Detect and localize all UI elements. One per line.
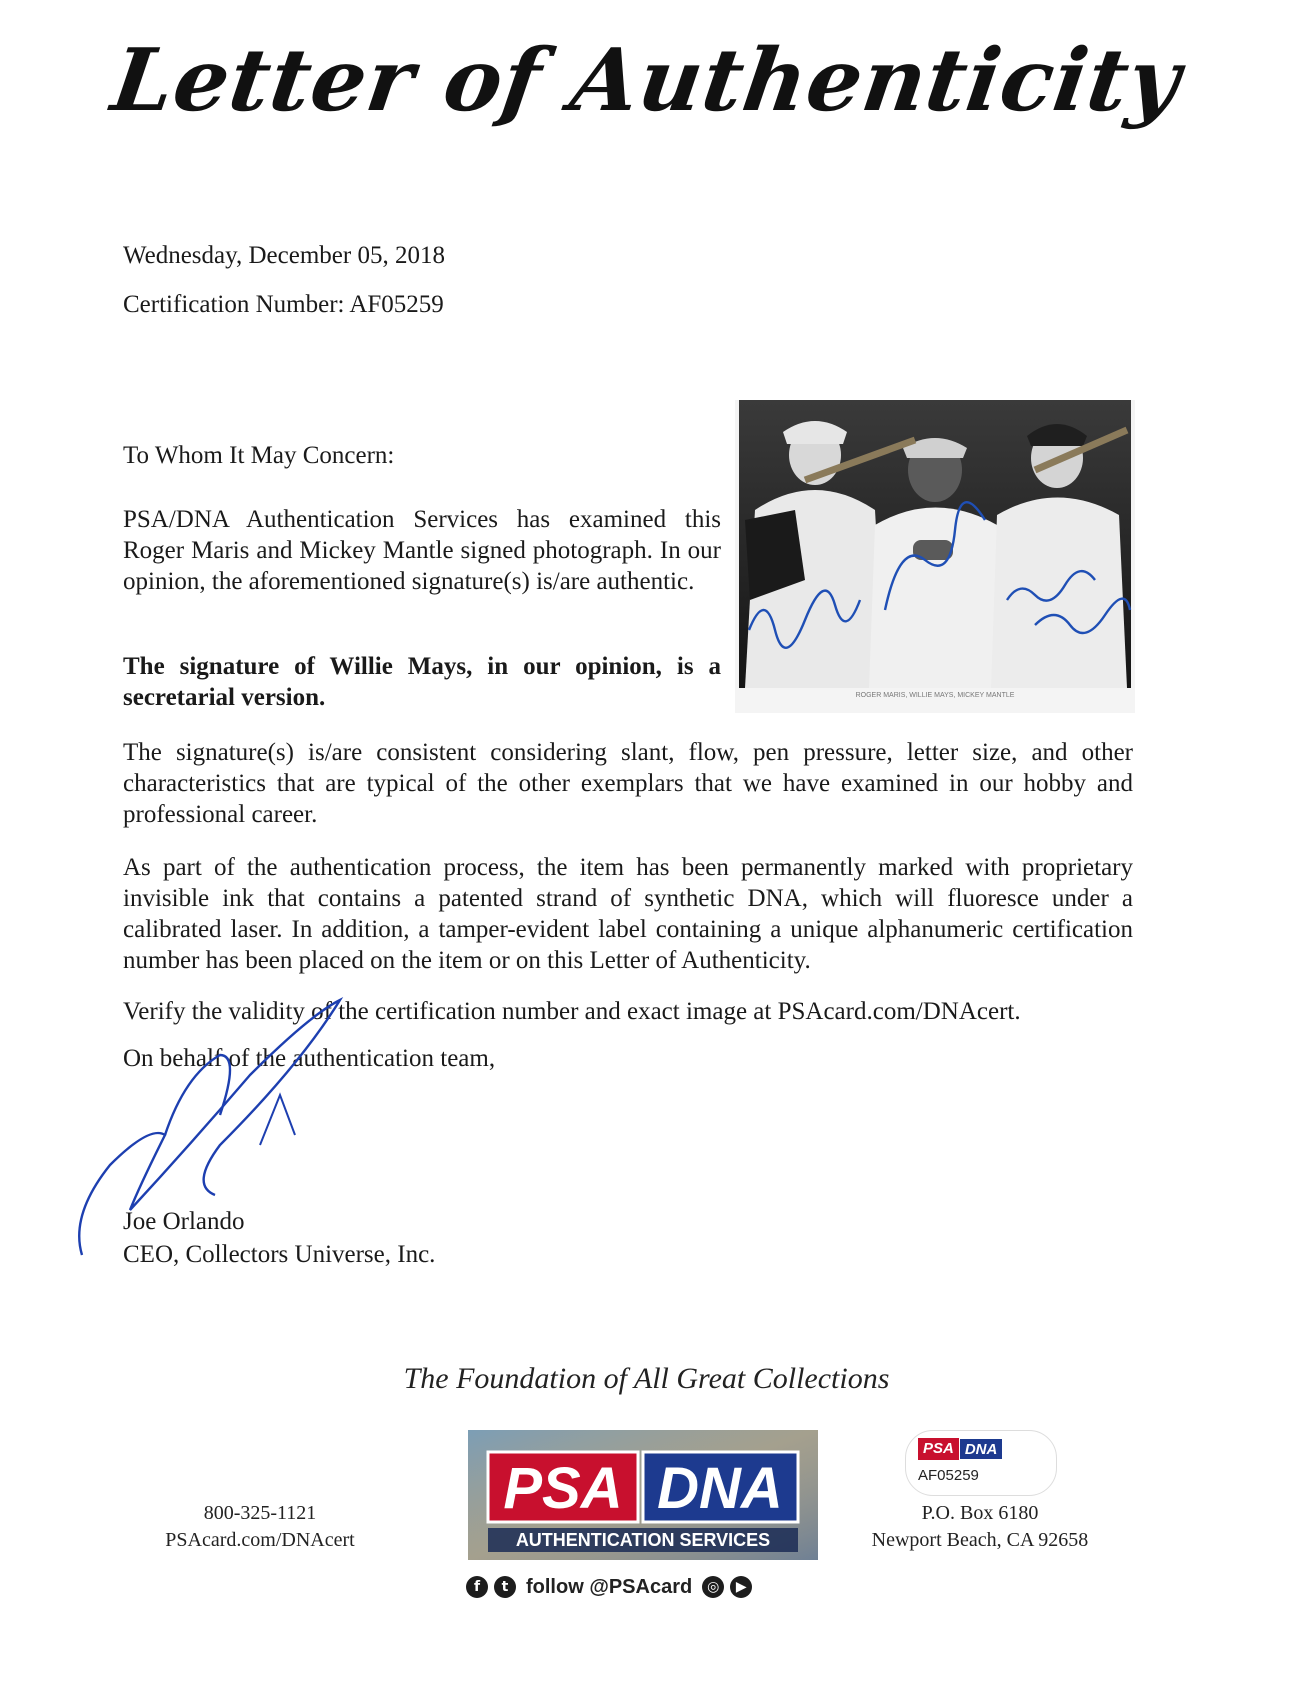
verify-line: Verify the validity of the certification number and exact image at PSAcard.com/DNAcert. [123,998,1021,1025]
certification-number: Certification Number: AF05259 [123,291,444,318]
logo-services-text: AUTHENTICATION SERVICES [515,1530,771,1550]
label-number: AF05259 [918,1467,979,1484]
salutation: To Whom It May Concern: [123,442,395,469]
signer-title: CEO, Collectors Universe, Inc. [123,1241,436,1268]
paragraph-secretarial: The signature of Willie Mays, in our opinion, is a secretarial version. [123,653,721,711]
label-psa: PSA [918,1438,959,1460]
website-link[interactable]: PSAcard.com/DNAcert [165,1529,355,1551]
paragraph-authentic: PSA/DNA Authentication Services has examined this Roger Maris and Mickey Mantle signed photograph. In our opinion, the aforementioned signature(s) is/are authentic. [123,506,721,595]
paragraph-process: As part of the authentication process, the item has been permanently marked with proprietary invisible ink that contains a patented strand of synthetic DNA, which will fluoresce under a calibrated laser. In addition, a tamper-evident label containing a unique alphanumeric certification number has been placed on the item or on this Letter of Authenticity. [123,854,1133,974]
closing-line: On behalf of the authentication team, [123,1045,496,1072]
youtube-icon[interactable]: ▶ [730,1576,752,1598]
phone-number: 800-325-1121 [203,1502,317,1524]
logo-dna-text: DNA [657,1456,783,1521]
letter-date: Wednesday, December 05, 2018 [123,242,445,269]
follow-handle[interactable]: follow @PSAcard [526,1575,693,1598]
paragraph-consistency: The signature(s) is/are consistent considering slant, flow, pen pressure, letter size, and other characteristics that are typical of the other exemplars that we have examined in our hobby and professional career. [123,739,1133,828]
logo-psa-text: PSA [503,1456,623,1521]
instagram-icon[interactable]: ◎ [702,1576,724,1598]
signer-name: Joe Orlando [123,1208,245,1235]
po-box: P.O. Box 6180 [921,1502,1039,1524]
tagline: The Foundation of All Great Collections [403,1362,890,1395]
label-brand [918,1438,1012,1460]
psa-dna-logo [468,1430,818,1560]
facebook-icon[interactable]: f [466,1576,488,1598]
label-dna: DNA [959,1438,1004,1460]
photo-caption: ROGER MARIS, WILLIE MAYS, MICKEY MANTLE [855,692,1015,699]
city-address: Newport Beach, CA 92658 [871,1529,1089,1551]
signed-photograph [735,400,1135,713]
follow-bar [466,1571,826,1603]
page-title: Letter of Authenticity [106,30,1187,131]
twitter-icon[interactable]: t [494,1576,516,1598]
